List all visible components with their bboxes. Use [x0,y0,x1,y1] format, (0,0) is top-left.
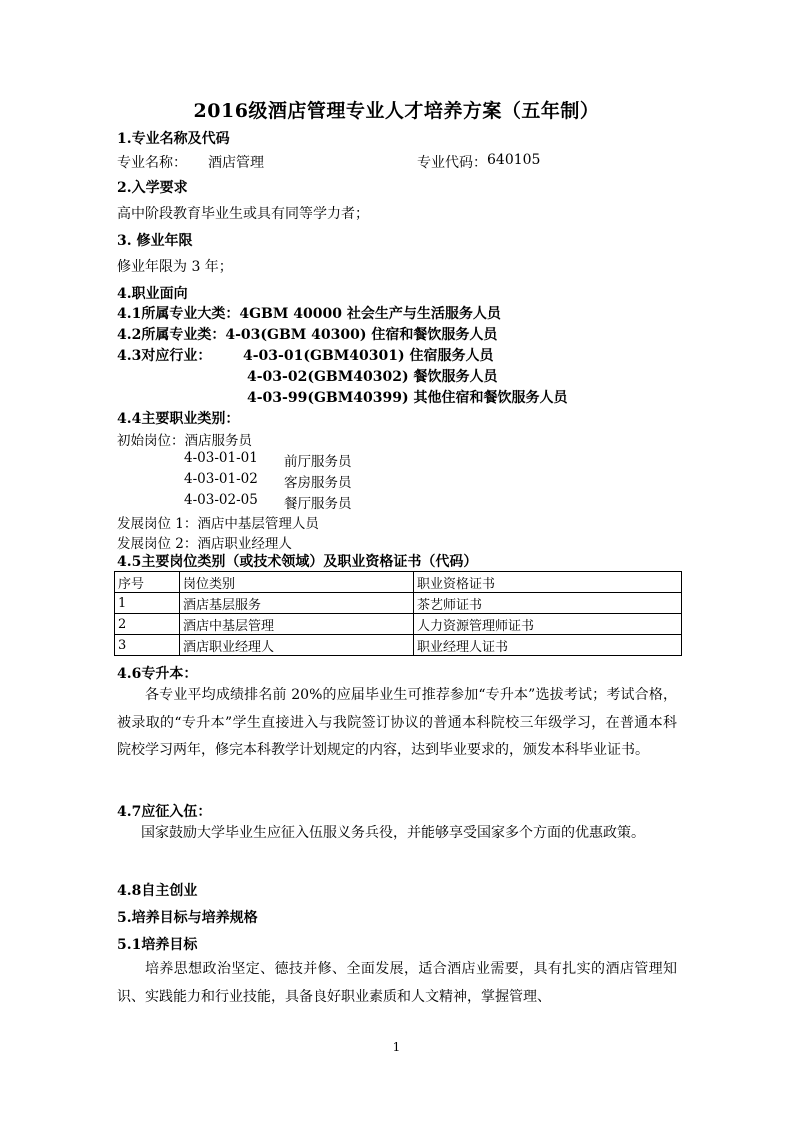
document-title: 2016级酒店管理专业人才培养方案（五年制） [193,100,600,122]
major-name-label: 专业名称： [117,155,187,171]
section-4-7-heading: 4.7应征入伍： [117,804,212,820]
table-cell: 茶艺师证书 [414,593,682,614]
position-name: 前厅服务员 [284,454,352,470]
table-cell: 酒店职业经理人 [180,635,414,656]
section-1-heading: 1.专业名称及代码 [117,131,230,147]
table-cell: 3 [115,635,180,656]
position-name: 客房服务员 [284,475,352,491]
table-row [115,593,682,614]
section-3-heading: 3. 修业年限 [117,233,193,249]
table-header-row [115,572,682,593]
section-4-heading: 4.职业面向 [117,286,188,302]
development-position-1: 发展岗位 1：酒店中基层管理人员 [117,516,319,532]
position-name: 餐厅服务员 [284,496,352,512]
table-header-cell: 岗位类别 [180,572,414,593]
section-4-3-label: 4.3对应行业： [117,348,212,364]
initial-position: 初始岗位：酒店服务员 [117,433,252,449]
page-number: 1 [392,1040,401,1054]
table-cell: 酒店基层服务 [180,593,414,614]
section-3-text: 修业年限为 3 年； [117,259,233,275]
section-4-5-heading: 4.5主要岗位类别（或技术领域）及职业资格证书（代码） [117,554,478,570]
major-code-label: 专业代码： [417,155,487,171]
position-code: 4-03-01-02 [184,471,258,487]
industry-item: 4-03-01(GBM40301) 住宿服务人员 [243,348,494,364]
position-code: 4-03-01-01 [184,450,258,466]
section-4-7-text: 国家鼓励大学毕业生应征入伍服义务兵役，并能够享受国家多个方面的优惠政策。 [141,825,645,841]
section-5-heading: 5.培养目标与培养规格 [117,910,258,926]
table-cell: 1 [115,593,180,614]
section-5-1-text: 培养思想政治坚定、德技并修、全面发展，适合酒店业需要，具有扎实的酒店管理知识、实践能力和行业技能，具备良好职业素质和人文精神，掌握管理、 [117,961,677,1005]
table-header-cell: 序号 [115,572,180,593]
section-4-6-text: 各专业平均成绩排名前 20%的应届毕业生可推荐参加“专升本”选拔考试；考试合格，被录取的“专升本”学生直接进入与我院签订协议的普通本科院校三年级学习，在普通本科院校学习两年，修完本科教学计划规定的内容，达到毕业要求的，颁发本科毕业证书。 [117,687,677,758]
section-4-2: 4.2所属专业类：4-03(GBM 40300) 住宿和餐饮服务人员 [117,327,498,343]
section-4-1: 4.1所属专业大类：4GBM 40000 社会生产与生活服务人员 [117,306,501,322]
development-position-2: 发展岗位 2：酒店职业经理人 [117,536,292,552]
table-header-cell: 职业资格证书 [414,572,682,593]
table-row [115,614,682,635]
table-cell: 人力资源管理师证书 [414,614,682,635]
major-name-value: 酒店管理 [208,155,264,171]
section-5-1-heading: 5.1培养目标 [117,937,198,953]
section-4-6-heading: 4.6专升本： [117,666,198,682]
certificate-table [114,571,682,656]
section-4-8-heading: 4.8自主创业 [117,883,198,899]
table-cell: 酒店中基层管理 [180,614,414,635]
table-cell: 职业经理人证书 [414,635,682,656]
industry-item: 4-03-02(GBM40302) 餐饮服务人员 [247,369,498,385]
section-2-heading: 2.入学要求 [117,180,188,196]
section-2-text: 高中阶段教育毕业生或具有同等学力者； [117,206,369,222]
major-code-value: 640105 [487,152,541,168]
section-4-4-heading: 4.4主要职业类别： [117,411,240,427]
industry-item: 4-03-99(GBM40399) 其他住宿和餐饮服务人员 [247,390,568,406]
table-cell: 2 [115,614,180,635]
table-row [115,635,682,656]
position-code: 4-03-02-05 [184,492,258,508]
